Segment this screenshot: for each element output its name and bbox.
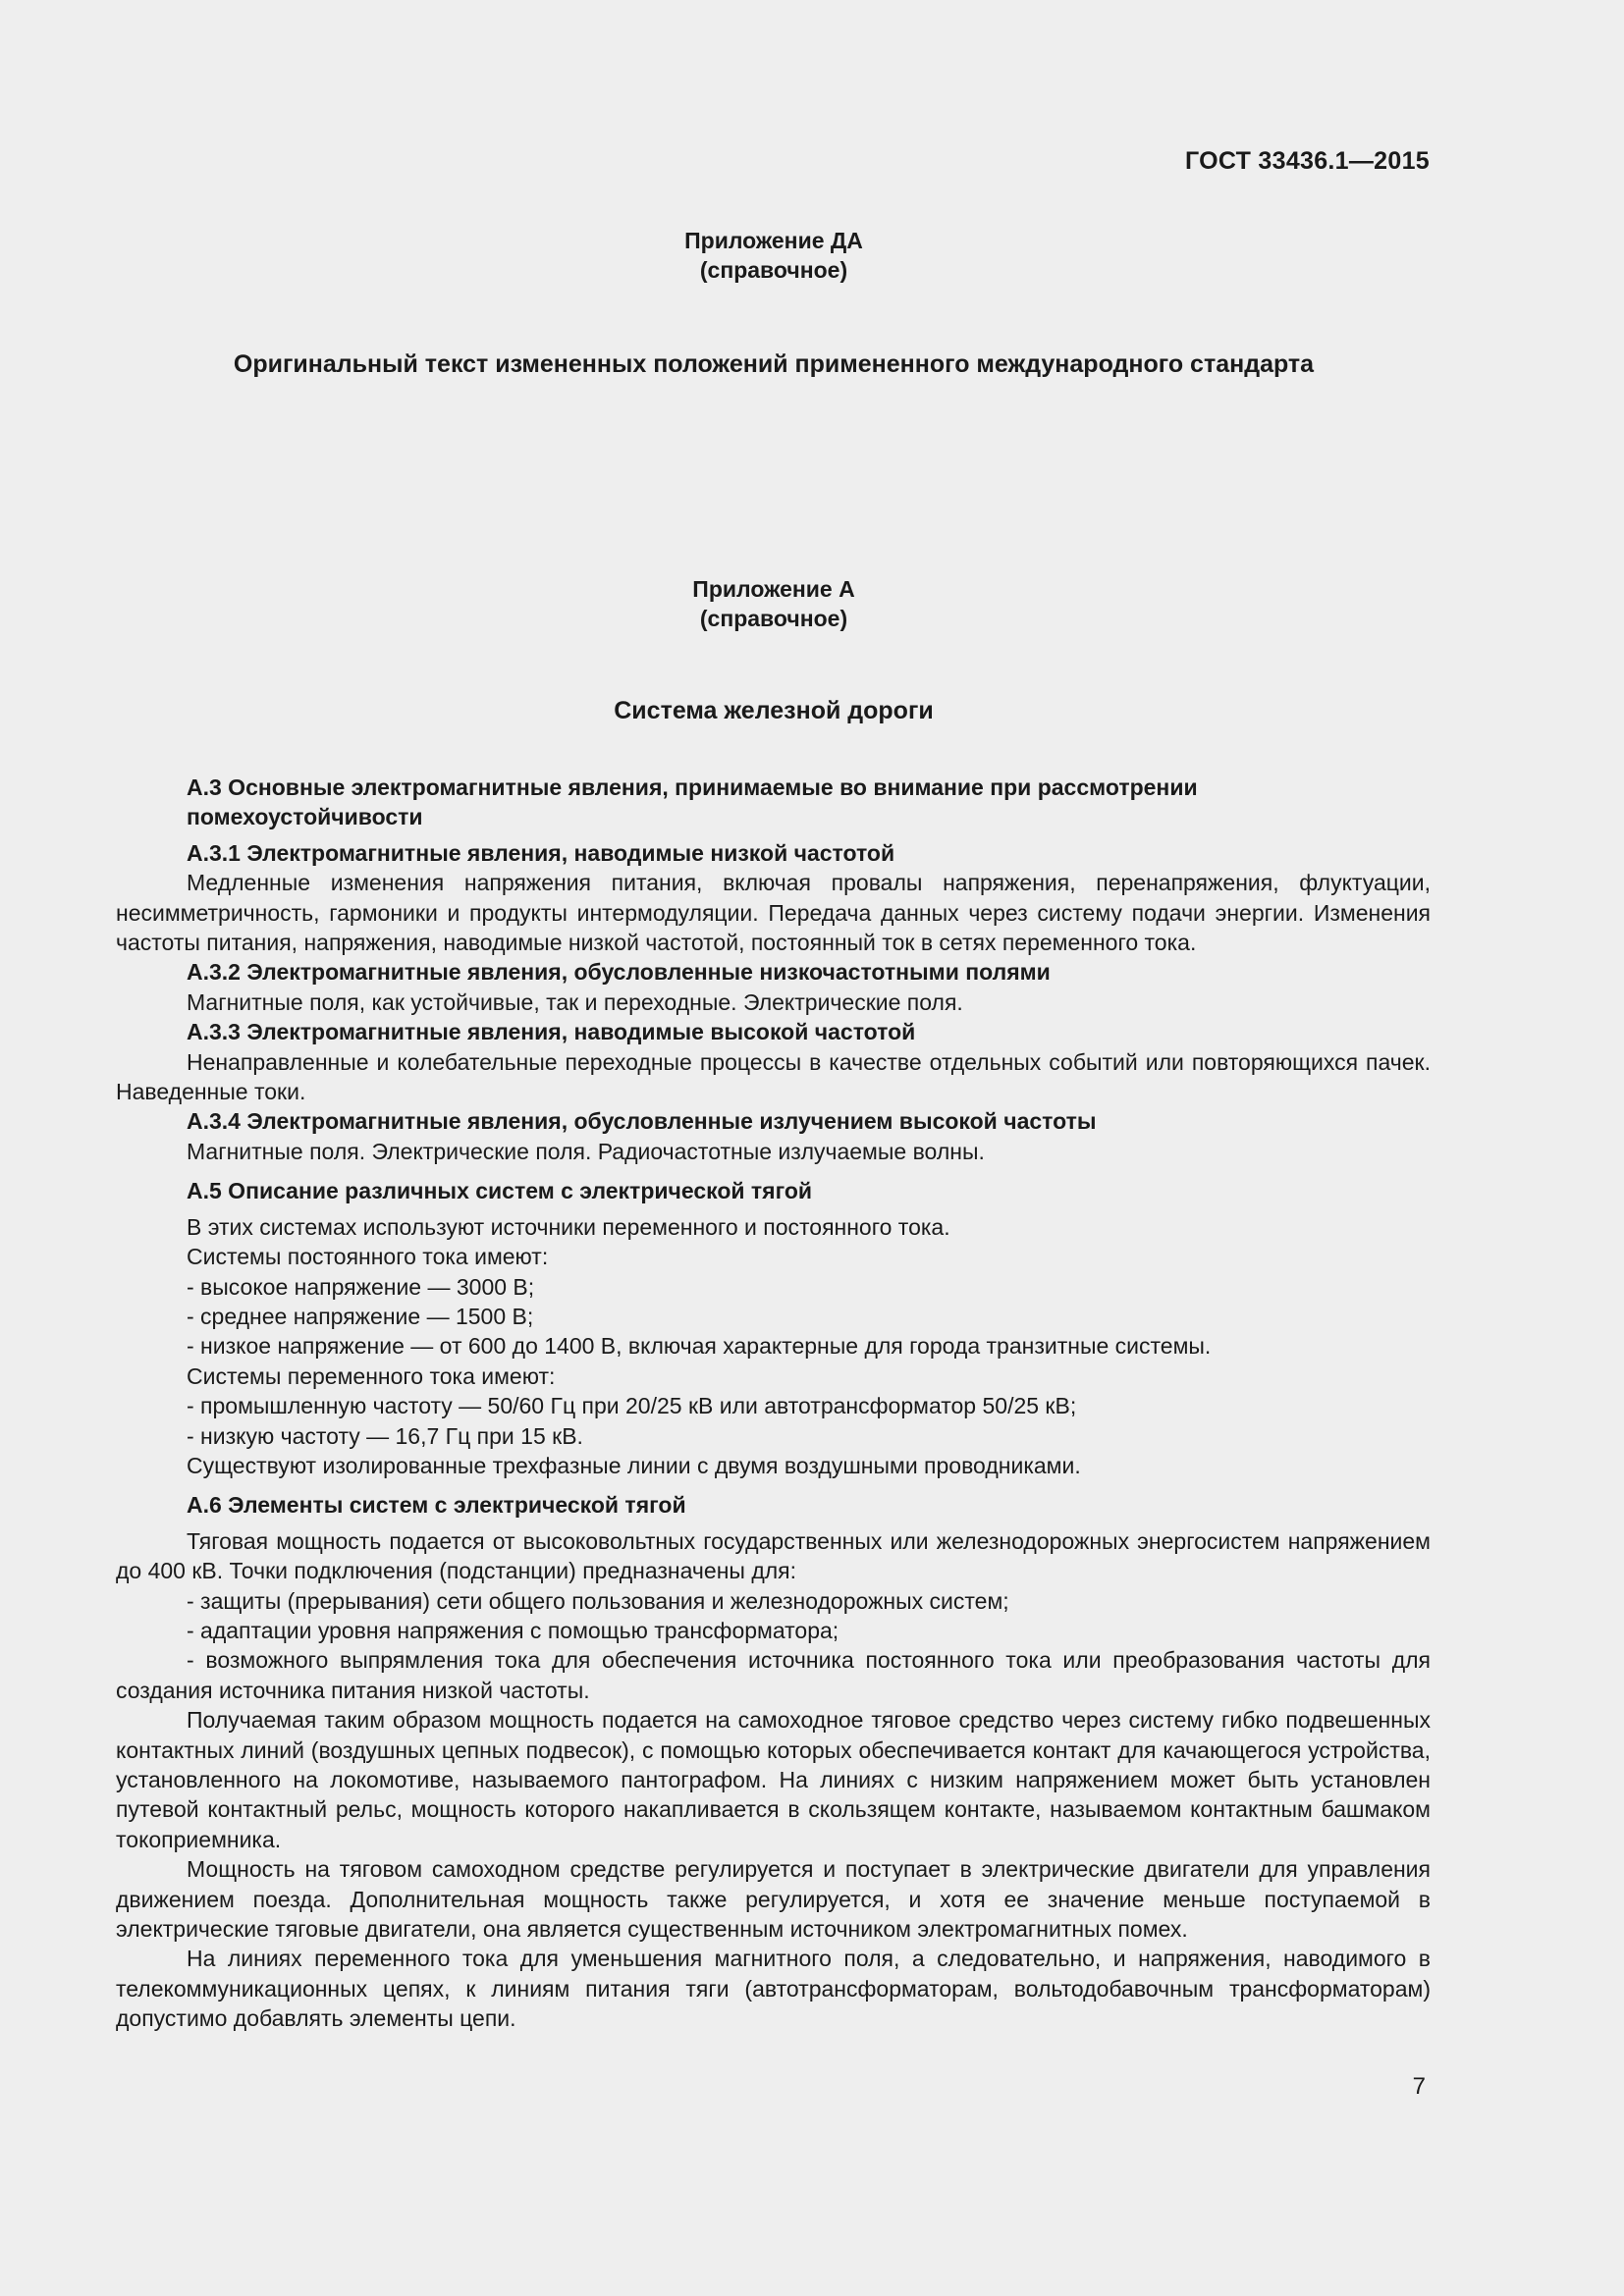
section-a3-4-text: Магнитные поля. Электрические поля. Радиочастотные излучаемые волны. <box>187 1138 985 1164</box>
annex-da-label: Приложение ДА <box>684 228 863 253</box>
section-a3-1-text: Медленные изменения напряжения питания, включая провалы напряжения, перенапряжения, флуктуации, несимметричность, гармоники и продукты интермодуляции. Передача данных через систему подачи энергии. Изменения частоты питания, напряжения, наводимые низкой частотой, постоянный ток в сетях переменного тока. <box>116 870 1431 956</box>
annex-a-header <box>116 574 1432 633</box>
document-body <box>116 773 1431 2034</box>
list-item: - среднее напряжение — 1500 В; <box>187 1303 534 1329</box>
annex-a-kind: (справочное) <box>699 606 848 631</box>
section-a5-outro: Существуют изолированные трехфазные линии с двумя воздушными проводниками. <box>187 1452 1081 1478</box>
list-item: - защиты (прерывания) сети общего пользования и железнодорожных систем; <box>187 1587 1009 1614</box>
list-item: - высокое напряжение — 3000 В; <box>187 1273 535 1300</box>
page-number: 7 <box>1412 2073 1426 2100</box>
section-a3-2-text: Магнитные поля, как устойчивые, так и переходные. Электрические поля. <box>187 988 963 1015</box>
annex-da-title: Оригинальный текст измененных положений примененного международного стандарта <box>233 350 1315 378</box>
section-a3-2-heading: А.3.2 Электромагнитные явления, обусловленные низкочастотными полями <box>187 959 1051 986</box>
section-a6-paragraph-4: На линиях переменного тока для уменьшения магнитного поля, а следовательно, и напряжения, наводимого в телекоммуникационных цепях, к линиям питания тяги (автотрансформаторам, вольтодобавочным трансформаторам) допустимо добавлять элементы цепи. <box>116 1946 1431 2032</box>
annex-da-header <box>116 226 1432 285</box>
annex-da-kind: (справочное) <box>699 257 848 283</box>
section-a3-3-heading: А.3.3 Электромагнитные явления, наводимые высокой частотой <box>187 1019 916 1045</box>
section-a3-heading: А.3 Основные электромагнитные явления, принимаемые во внимание при рассмотрении <box>187 774 1198 800</box>
section-a3-3-text: Ненаправленные и колебательные переходные процессы в качестве отдельных событий или повторяющихся пачек. Наведенные токи. <box>116 1048 1431 1105</box>
annex-a-label: Приложение А <box>692 576 855 602</box>
section-a3-1-heading: А.3.1 Электромагнитные явления, наводимые низкой частотой <box>187 839 895 866</box>
list-item: - промышленную частоту — 50/60 Гц при 20/25 кВ или автотрансформатор 50/25 кВ; <box>187 1393 1077 1419</box>
section-a5-intro: В этих системах используют источники переменного и постоянного тока. <box>187 1213 950 1240</box>
annex-a-title: Система железной дороги <box>614 697 934 724</box>
document-code: ГОСТ 33436.1—2015 <box>1184 147 1430 175</box>
section-a5-ac-intro: Системы переменного тока имеют: <box>187 1362 556 1389</box>
section-a3-heading-cont: помехоустойчивости <box>187 804 423 830</box>
section-a6-paragraph-1: Тяговая мощность подается от высоковольтных государственных или железнодорожных энергосистем напряжением до 400 кВ. Точки подключения (подстанции) предназначены для: <box>116 1527 1431 1584</box>
section-a6-paragraph-3: Мощность на тяговом самоходном средстве регулируется и поступает в электрические двигатели для управления движением поезда. Дополнительная мощность также регулируется, и хотя ее значение меньше поступаемой в электрические тяговые двигатели, она является существенным источником электромагнитных помех. <box>116 1856 1431 1943</box>
section-a6-heading: А.6 Элементы систем с электрической тягой <box>187 1492 686 1519</box>
section-a6-paragraph-2: Получаемая таким образом мощность подается на самоходное тяговое средство через систему гибко подвешенных контактных линий (воздушных цепных подвесок), с помощью которых обеспечивается контакт для качающегося устройства, установленного на локомотиве, называемого пантографом. На линиях с низким напряжением может быть установлен путевой контактный рельс, мощность которого накапливается в скользящем контакте, называемом контактным башмаком токоприемника. <box>116 1707 1431 1852</box>
list-item: - низкое напряжение — от 600 до 1400 В, включая характерные для города транзитные системы. <box>187 1333 1212 1360</box>
section-a5-dc-intro: Системы постоянного тока имеют: <box>187 1244 549 1270</box>
list-item: - возможного выпрямления тока для обеспечения источника постоянного тока или преобразования частоты для создания источника питания низкой частоты. <box>116 1647 1431 1703</box>
list-item: - низкую частоту — 16,7 Гц при 15 кВ. <box>187 1422 583 1449</box>
list-item: - адаптации уровня напряжения с помощью трансформатора; <box>187 1617 839 1643</box>
section-a3-4-heading: А.3.4 Электромагнитные явления, обусловленные излучением высокой частоты <box>187 1108 1097 1135</box>
section-a5-heading: А.5 Описание различных систем с электрической тягой <box>187 1178 813 1204</box>
